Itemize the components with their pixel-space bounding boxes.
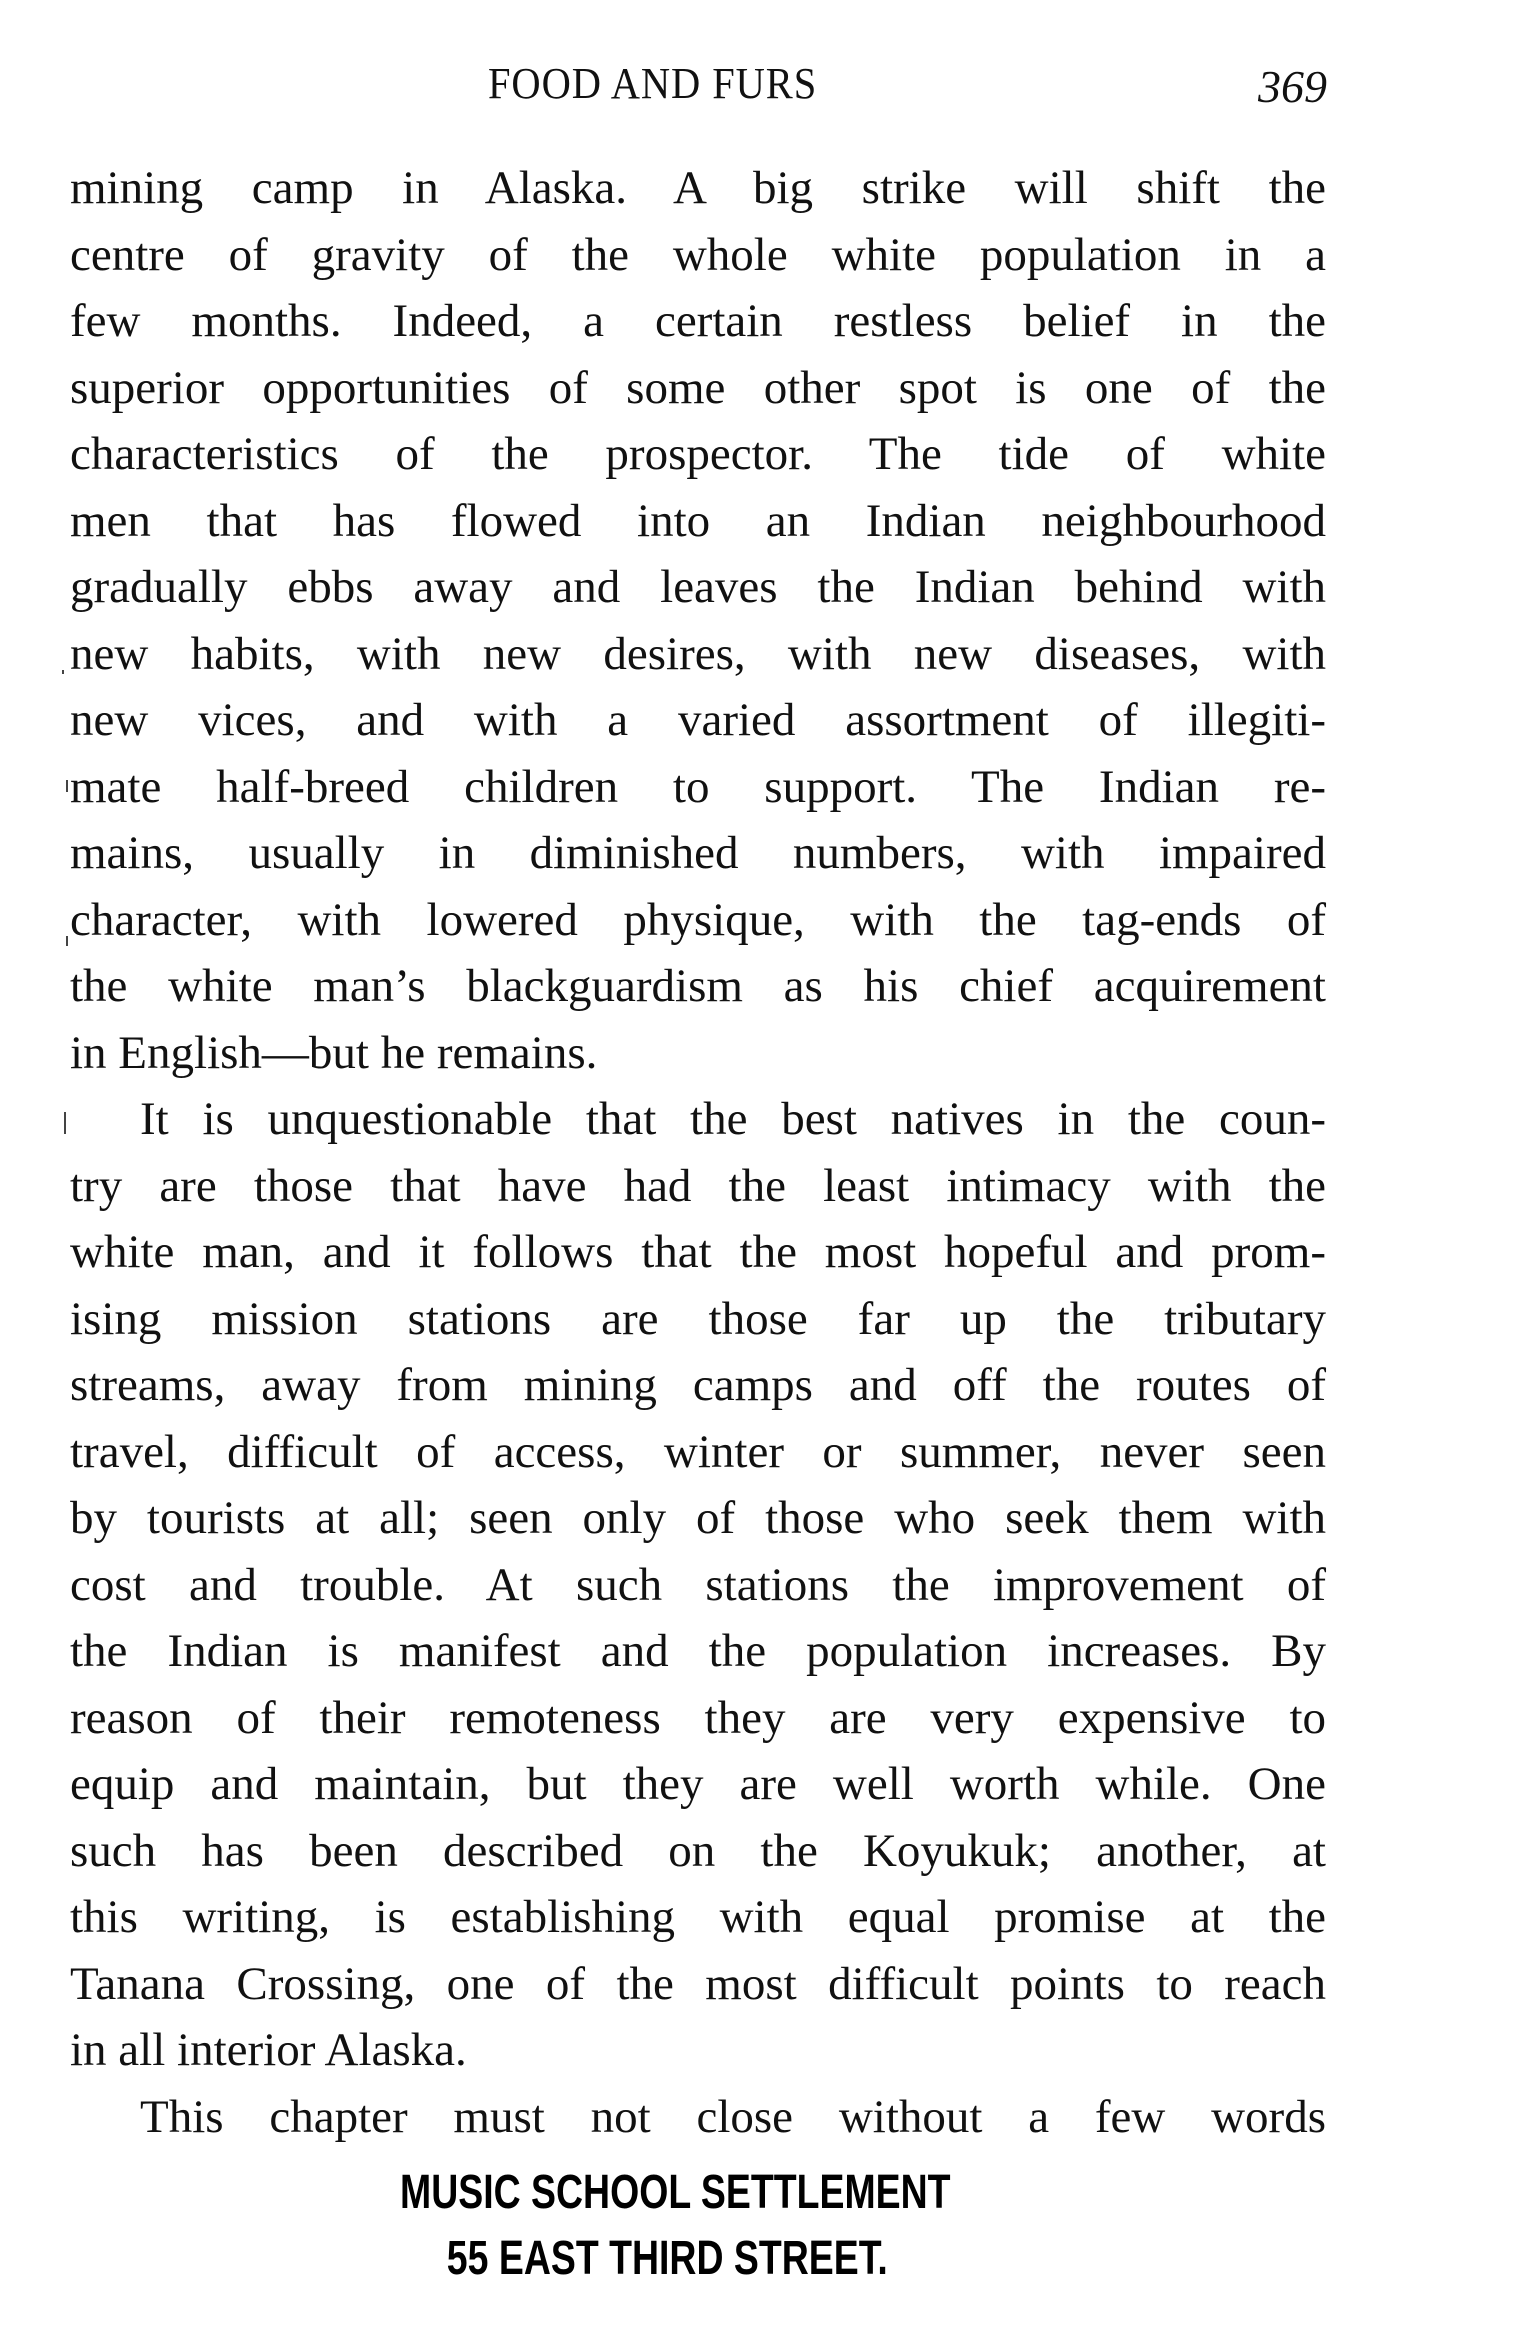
text-line: travel, difficult of access, winter or summer, never seen bbox=[70, 1425, 1326, 1478]
text-line: white man, and it follows that the most hopeful and prom- bbox=[70, 1226, 1326, 1278]
text-line: this writing, is establishing with equal promise at the bbox=[70, 1891, 1326, 1943]
library-stamp bbox=[400, 2160, 1100, 2292]
stamp-line-2: 55 EAST THIRD STREET. bbox=[446, 2232, 888, 2285]
page-number: 369 bbox=[1258, 61, 1327, 112]
text-line: character, with lowered physique, with the tag-ends of bbox=[70, 893, 1326, 946]
text-line: streams, away from mining camps and off the routes of bbox=[70, 1359, 1326, 1411]
text-line: reason of their remoteness they are very expensive to bbox=[70, 1691, 1326, 1744]
text-line: the white man’s blackguardism as his chief acquirement bbox=[70, 960, 1326, 1012]
text-line: in all interior Alaska. bbox=[70, 2024, 467, 2076]
stamp-line-1: MUSIC SCHOOL SETTLEMENT bbox=[400, 2166, 951, 2219]
text-line: This chapter must not close without a few words bbox=[140, 2090, 1326, 2143]
text-line: equip and maintain, but they are well worth while. One bbox=[70, 1758, 1326, 1810]
text-line: cost and trouble. At such stations the improvement of bbox=[70, 1558, 1326, 1611]
page-header bbox=[0, 58, 1520, 118]
text-line: the Indian is manifest and the population increases. By bbox=[70, 1625, 1326, 1677]
margin-speck bbox=[66, 936, 68, 946]
margin-speck bbox=[64, 1112, 66, 1134]
text-line: new habits, with new desires, with new diseases, with bbox=[70, 627, 1326, 680]
text-line: centre of gravity of the whole white population in a bbox=[70, 228, 1326, 281]
text-line: try are those that have had the least intimacy with the bbox=[70, 1159, 1326, 1212]
margin-speck bbox=[62, 670, 64, 674]
running-title: FOOD AND FURS bbox=[488, 59, 818, 108]
text-line: mate half-breed children to support. The Indian re- bbox=[70, 760, 1326, 813]
text-line: in English—but he remains. bbox=[70, 1026, 598, 1079]
text-line: Tanana Crossing, one of the most difficult points to reach bbox=[70, 1957, 1326, 2010]
text-line: such has been described on the Koyukuk; another, at bbox=[70, 1824, 1326, 1877]
text-line: gradually ebbs away and leaves the Indian behind with bbox=[70, 561, 1326, 613]
body-text bbox=[70, 155, 1326, 2150]
text-line: mining camp in Alaska. A big strike will shift the bbox=[70, 162, 1326, 214]
text-line: It is unquestionable that the best natives in the coun- bbox=[140, 1093, 1326, 1145]
text-line: new vices, and with a varied assortment of illegiti- bbox=[70, 694, 1326, 746]
text-line: mains, usually in diminished numbers, with impaired bbox=[70, 827, 1326, 879]
text-line: ising mission stations are those far up the tributary bbox=[70, 1292, 1326, 1345]
text-line: superior opportunities of some other spot is one of the bbox=[70, 361, 1326, 414]
text-line: characteristics of the prospector. The tide of white bbox=[70, 428, 1326, 480]
margin-speck bbox=[66, 780, 68, 792]
text-line: by tourists at all; seen only of those who seek them with bbox=[70, 1492, 1326, 1544]
text-line: few months. Indeed, a certain restless belief in the bbox=[70, 295, 1326, 347]
text-line: men that has flowed into an Indian neighbourhood bbox=[70, 494, 1326, 547]
